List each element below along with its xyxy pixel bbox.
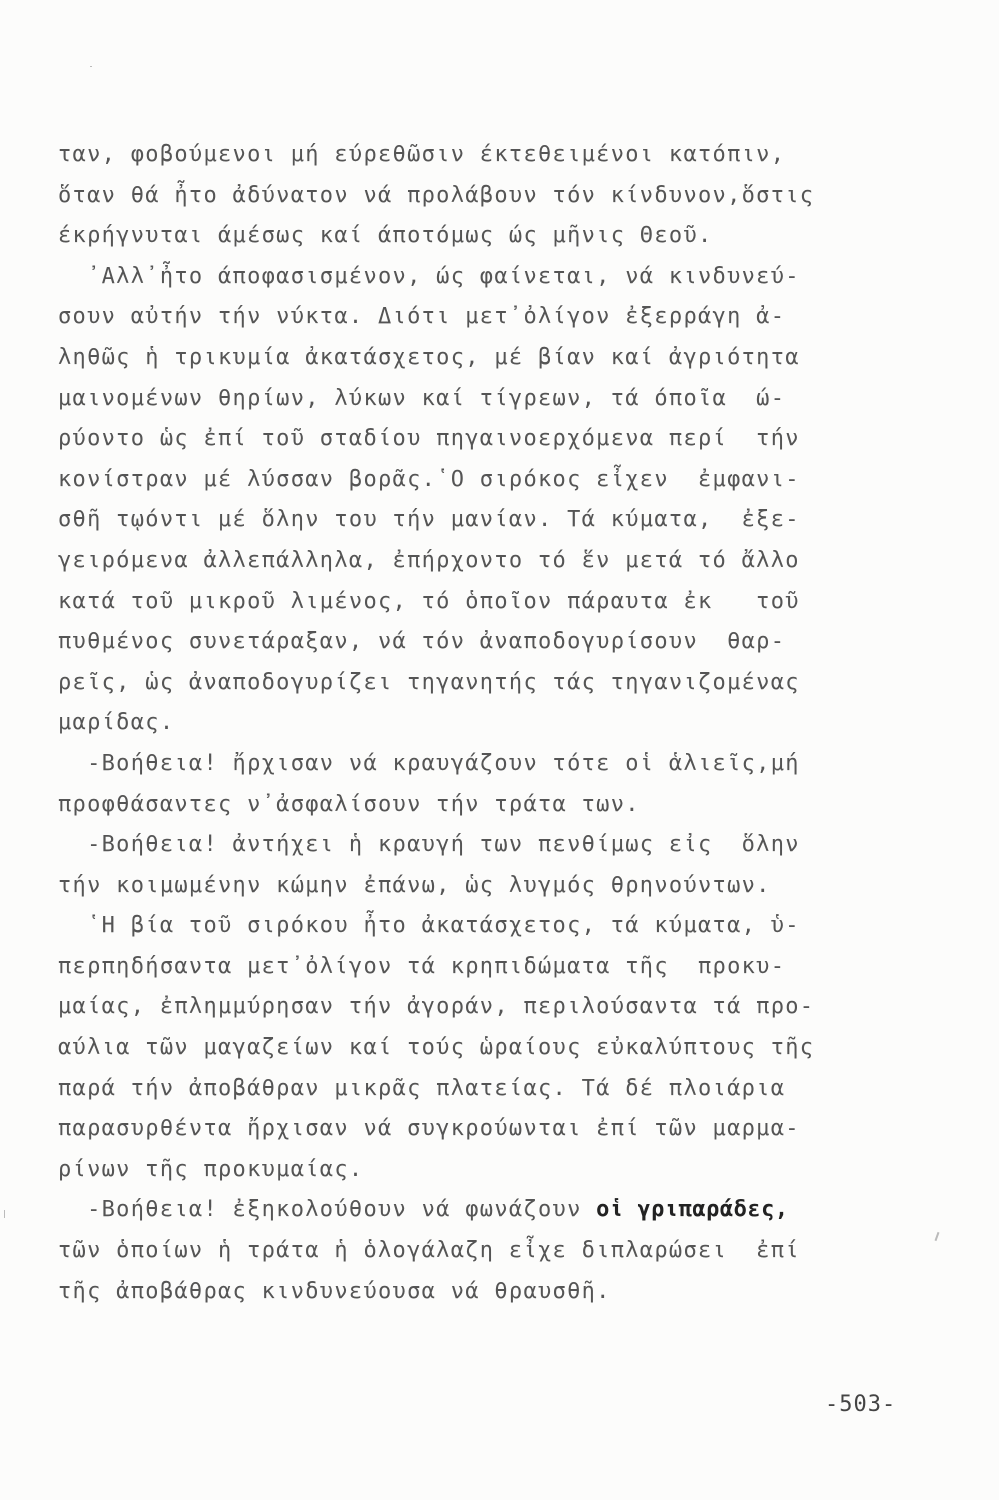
- text-line: ληθῶς ἡ τρικυμία ἀκατάσχετος, μέ βίαν καί ἀγριότητα: [58, 344, 800, 370]
- text-line: περπηδήσαντα μετ᾿ὀλίγον τά κρηπιδώματα τῆς προκυ-: [58, 953, 786, 979]
- text-line: ὅταν θά ἦτο ἀδύνατον νά προλάβουν τόν κίνδυνον,ὅστις: [58, 182, 815, 208]
- scan-speck: [4, 1210, 5, 1218]
- text-line: ᾿Αλλ᾿ἦτο άποφασισμένον, ώς φαίνεται, νά κινδυνεύ-: [58, 263, 800, 289]
- text-line: μαινομένων θηρίων, λύκων καί τίγρεων, τά όποῖα ώ-: [58, 385, 786, 411]
- text-line: σουν αὐτήν τήν νύκτα. Διότι μετ᾿ὀλίγον ἐξερράγη ἀ-: [58, 304, 786, 330]
- text-line: -Βοήθεια! ἀντήχει ἡ κραυγή των πενθίμως εἰς ὅλην: [58, 832, 800, 858]
- text-line: μαρίδας.: [58, 710, 175, 736]
- text-line: τήν κοιμωμένην κώμην ἐπάνω, ὡς λυγμός θρηνούντων.: [58, 872, 771, 898]
- text-line: τῆς ἀποβάθρας κινδυνεύουσα νά θραυσθῆ.: [58, 1278, 611, 1304]
- text-line: τῶν ὁποίων ἡ τράτα ἡ ὁλογάλαζη εἶχε διπλαρώσει ἐπί: [58, 1238, 800, 1264]
- page-number: -503-: [825, 1392, 897, 1417]
- text-line: έκρήγνυται άμέσως καί άποτόμως ώς μῆνις Θεοῦ.: [58, 223, 713, 249]
- text-line: πυθμένος συνετάραξαν, νά τόν ἀναποδογυρίσουν θαρ-: [58, 629, 786, 655]
- scan-speck: [935, 1232, 940, 1241]
- emphasized-text: οἱ γριπαράδες,: [596, 1197, 789, 1223]
- text-line-start: -Βοήθεια! ἐξηκολούθουν νά φωνάζουν: [58, 1197, 597, 1223]
- text-line: ρίνων τῆς προκυμαίας.: [58, 1156, 364, 1182]
- text-line: ταν, φοβούμενοι μή εύρεθῶσιν έκτεθειμένοι κατόπιν,: [58, 142, 786, 167]
- text-line: γειρόμενα ἀλλεπάλληλα, ἐπήρχοντο τό ἕν μετά τό ἄλλο: [58, 547, 800, 573]
- text-line: [58, 1190, 908, 1231]
- text-line: παρασυρθέντα ἤρχισαν νά συγκρούωνται ἐπί τῶν μαρμα-: [58, 1116, 800, 1142]
- text-line: ῾Η βία τοῦ σιρόκου ἦτο ἀκατάσχετος, τά κύματα, ὑ-: [58, 913, 800, 939]
- text-line: παρά τήν ἀποβάθραν μικρᾶς πλατείας. Τά δέ πλοιάρια: [58, 1075, 786, 1101]
- text-line: κονίστραν μέ λύσσαν βορᾶς.῾Ο σιρόκος εἶχεν ἐμφανι-: [58, 466, 800, 492]
- text-line: μαίας, ἐπλημμύρησαν τήν ἀγοράν, περιλούσαντα τά προ-: [58, 994, 815, 1020]
- text-line: ρεῖς, ὡς ἀναποδογυρίζει τηγανητής τάς τηγανιζομένας: [58, 669, 800, 695]
- text-line: σθῆ τῳόντι μέ ὅλην του τήν μανίαν. Τά κύματα, ἐξε-: [58, 507, 800, 533]
- text-line: κατά τοῦ μικροῦ λιμένος, τό ὁποῖον πάραυτα ἐκ τοῦ: [58, 588, 800, 614]
- body-text: [58, 135, 908, 1312]
- scan-speck: [90, 66, 92, 67]
- text-line: προφθάσαντες ν᾿ἀσφαλίσουν τήν τράτα των.: [58, 791, 640, 817]
- text-line: -Βοήθεια! ἤρχισαν νά κραυγάζουν τότε οἱ ἁλιεῖς,μή: [58, 750, 800, 776]
- text-line: αύλια τῶν μαγαζείων καί τούς ὡραίους εὐκαλύπτους τῆς: [58, 1035, 815, 1061]
- text-line: ρύοντο ὡς ἐπί τοῦ σταδίου πηγαινοερχόμενα περί τήν: [58, 426, 800, 452]
